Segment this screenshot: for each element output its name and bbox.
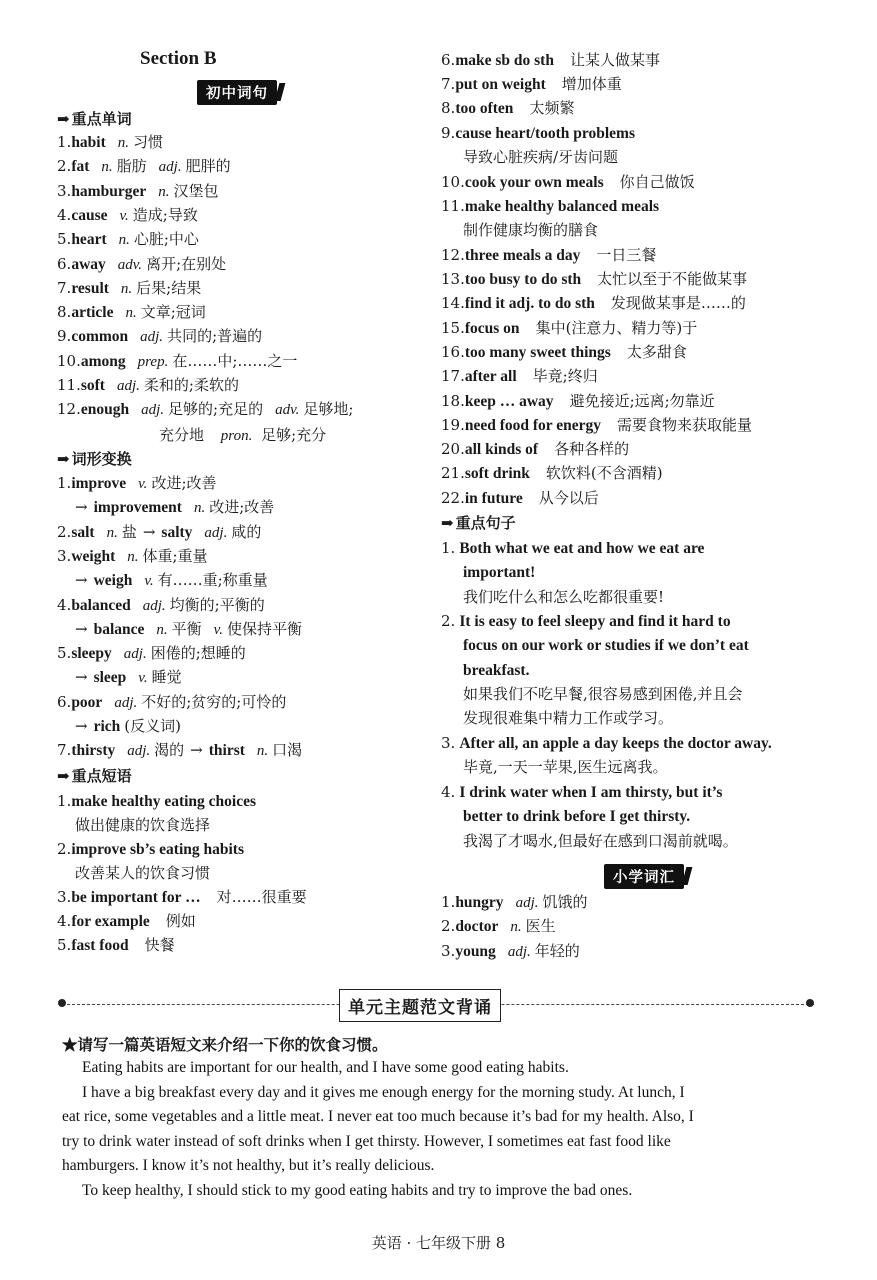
page-footer: 英语 · 七年级下册 8 [371, 1234, 506, 1252]
sentence-line [463, 562, 535, 583]
word-form-item [75, 716, 181, 737]
arrow-icon: → [75, 619, 88, 638]
key-word-item [57, 351, 297, 372]
phrase-meaning [463, 147, 618, 167]
chinese-meaning: 足够地; [303, 400, 354, 419]
word-form-item [75, 667, 182, 688]
phrase-item [441, 172, 695, 193]
english-phrase: soft drink [464, 465, 530, 482]
sentence-line [463, 806, 690, 827]
essay-prompt: ★请写一篇英语短文来介绍一下你的饮食习惯。 [62, 1035, 388, 1054]
phrase-item [441, 318, 697, 339]
part-of-speech: v. [144, 573, 154, 590]
word-form-item [57, 546, 208, 567]
item-number: 3. [57, 888, 72, 906]
chinese-meaning: 有……重;称重量 [157, 571, 268, 590]
item-number: 16. [441, 343, 465, 361]
chinese-meaning: 对……很重要 [216, 888, 307, 906]
chinese-meaning: 制作健康均衡的膳食 [463, 221, 599, 239]
chinese-meaning: 文章;冠词 [140, 303, 206, 322]
word-form-item [57, 473, 217, 494]
chinese-meaning: 共同的;普遍的 [167, 327, 263, 346]
part-of-speech: n. [510, 919, 522, 936]
word-form-item [57, 522, 261, 543]
chinese-meaning: 毕竟,一天一苹果,医生远离我。 [463, 758, 668, 777]
part-of-speech: adj. [515, 895, 539, 911]
item-number: 11. [57, 376, 81, 394]
part-of-speech: prep. [137, 353, 169, 370]
sentence-translation [463, 708, 673, 728]
english-word: common [71, 328, 129, 346]
chinese-meaning: 一日三餐 [596, 246, 657, 264]
english-phrase: too busy to do sth [464, 271, 582, 288]
item-number: 3. [441, 734, 456, 752]
primary-word-item [441, 941, 580, 962]
english-word: among [80, 352, 126, 370]
english-phrase: after all [464, 368, 517, 385]
key-word-item [57, 132, 163, 153]
chinese-meaning: 盐 [121, 522, 137, 541]
english-phrase: find it adj. to do sth [464, 295, 595, 312]
phrase-item [441, 415, 752, 436]
english-phrase: make healthy eating choices [71, 793, 257, 810]
part-of-speech: n. [156, 621, 168, 638]
phrase-meaning [463, 220, 598, 240]
item-number: 13. [441, 270, 465, 288]
item-number: 6. [57, 254, 72, 273]
phrase-item [441, 439, 629, 460]
key-word-item [57, 205, 198, 226]
item-number: 4. [57, 205, 72, 224]
part-of-speech: n. [127, 548, 139, 565]
item-number: 5. [57, 644, 72, 663]
item-number: 2. [57, 522, 72, 541]
chinese-meaning: 例如 [165, 912, 196, 930]
arrow-icon: → [75, 571, 88, 590]
essay-line: Eating habits are important for our health, and I have some good eating habits. [82, 1059, 569, 1076]
chinese-meaning: 渴的 [154, 741, 185, 760]
english-sentence: better to drink before I get thirsty. [463, 808, 691, 826]
key-word-item [57, 156, 231, 177]
key-word-item [57, 399, 353, 420]
phrase-item [441, 391, 715, 412]
divider-dot-left [58, 999, 66, 1007]
sentence-translation [463, 831, 738, 851]
item-number: 22. [441, 489, 465, 507]
chinese-meaning: 足够的;充足的 [168, 400, 264, 419]
word-form-item [57, 643, 246, 664]
part-of-speech: adj. [158, 159, 182, 176]
english-phrase: too many sweet things [464, 344, 611, 361]
english-phrase: fast food [71, 937, 129, 954]
phrase-item [441, 269, 747, 290]
item-number: 12. [57, 400, 81, 419]
arrow-icon: → [142, 522, 156, 541]
chinese-meaning: 软饮料(不含酒精) [545, 464, 663, 482]
english-word: salt [71, 523, 95, 541]
item-number: 19. [441, 416, 465, 434]
arrow-icon: ➡ [441, 514, 454, 532]
chinese-meaning: 睡觉 [151, 668, 182, 687]
part-of-speech: v. [138, 476, 148, 492]
word-form-item [57, 692, 286, 713]
chinese-meaning: 柔和的;柔软的 [143, 376, 239, 394]
english-word: sleep [93, 669, 127, 687]
enough-continued: 充分地 pron. 足够;充分 [159, 426, 327, 444]
english-word: improve [71, 475, 127, 492]
item-number: 7. [57, 278, 72, 297]
phrase-item [441, 196, 659, 217]
item-number: 3. [57, 181, 72, 200]
english-word: hamburger [71, 182, 147, 200]
part-of-speech: v. [138, 670, 148, 687]
part-of-speech: adj. [140, 329, 164, 346]
item-number: 6. [441, 51, 456, 69]
chinese-meaning: 体重;重量 [142, 546, 208, 565]
key-word-item [57, 181, 219, 202]
section-title: Section B [140, 48, 217, 69]
chinese-meaning: 困倦的;想睡的 [150, 644, 246, 663]
english-word: poor [71, 693, 103, 711]
english-word: balance [93, 620, 145, 638]
word-form-item [75, 619, 302, 640]
english-phrase: all kinds of [464, 441, 539, 458]
item-number: 21. [441, 464, 465, 482]
item-number: 5. [57, 230, 72, 249]
primary-word-item [441, 916, 556, 937]
arrow-icon: → [75, 498, 88, 517]
chinese-meaning: 做出健康的饮食选择 [75, 816, 211, 834]
part-of-speech: adv. [275, 402, 300, 419]
english-phrase: make healthy balanced meals [464, 198, 660, 215]
chinese-meaning: 让某人做某事 [569, 51, 660, 69]
key-word-item [57, 229, 199, 250]
chinese-meaning: 改进;改善 [209, 498, 275, 517]
item-number: 12. [441, 246, 465, 264]
english-phrase: for example [71, 913, 150, 930]
part-of-speech: v. [213, 621, 223, 638]
chinese-meaning: 毕竟;终归 [532, 367, 598, 385]
part-of-speech: n. [256, 743, 269, 760]
english-sentence: breakfast. [463, 661, 530, 679]
phrase-item [57, 935, 175, 956]
english-sentence: After all, an apple a day keeps the doctor away. [459, 735, 772, 752]
english-word: cause [71, 206, 108, 224]
word-form-item [75, 570, 268, 591]
phrase-item [441, 245, 656, 266]
essay-line: try to drink water instead of soft drinks when I get thirsty. However, I sometimes eat fast food like [62, 1132, 671, 1150]
part-of-speech: n. [106, 524, 118, 541]
essay-line: To keep healthy, I should stick to my good eating habits and try to improve the bad ones. [82, 1181, 633, 1199]
english-phrase: improve sb’s eating habits [71, 841, 244, 858]
item-number: 11. [441, 197, 465, 215]
english-word: young [455, 942, 496, 960]
chinese-meaning: 脂肪 [116, 157, 147, 176]
chinese-meaning: 避免接近;远离;勿靠近 [569, 392, 715, 410]
essay-line: hamburgers. I know it’s not healthy, but it’s really delicious. [62, 1157, 435, 1174]
chinese-meaning: 改善某人的饮食习惯 [75, 864, 211, 882]
item-number: 1. [441, 539, 456, 557]
arrow-icon: ➡ [57, 767, 70, 785]
part-of-speech: n. [158, 183, 170, 200]
item-number: 2. [57, 157, 72, 176]
chinese-meaning: 年轻的 [534, 941, 580, 960]
chinese-meaning: 汉堡包 [173, 181, 219, 200]
banner-junior-phrases: 初中词句 [197, 80, 277, 105]
sentence-line [463, 660, 529, 681]
phrase-item [441, 50, 660, 71]
chinese-meaning: 平衡 [171, 619, 202, 638]
item-number: 9. [441, 124, 456, 142]
arrow-icon: ➡ [57, 110, 70, 128]
part-of-speech: adj. [127, 743, 151, 760]
sentence-line [441, 782, 722, 803]
item-number: 7. [57, 741, 72, 760]
key-words-heading: ➡ 重点单词 [57, 110, 132, 128]
english-phrase: put on weight [455, 76, 546, 93]
english-phrase: in future [464, 490, 523, 507]
chinese-meaning: (反义词) [124, 717, 181, 735]
english-phrase: make sb do sth [455, 52, 554, 69]
item-number: 3. [57, 546, 72, 565]
phrase-item [441, 293, 746, 314]
word-forms-heading: ➡ 词形变换 [57, 450, 132, 468]
phrase-item [441, 123, 635, 144]
chinese-meaning: 太忙以至于不能做某事 [597, 270, 748, 288]
english-sentence: focus on our work or studies if we don’t eat [463, 637, 749, 655]
key-word-item [57, 302, 206, 323]
english-phrase: three meals a day [464, 247, 581, 264]
chinese-meaning: 医生 [525, 917, 556, 936]
item-number: 15. [441, 319, 465, 337]
key-word-item [57, 375, 239, 396]
primary-word-item [441, 892, 588, 913]
chinese-meaning: 改进;改善 [151, 474, 217, 492]
chinese-meaning: 发现做某事是……的 [610, 294, 746, 312]
english-word: soft [80, 377, 105, 394]
essay-body [62, 1056, 810, 1203]
chinese-meaning: 不好的;贫穷的;可怜的 [141, 692, 287, 711]
banner-primary-words: 小学词汇 [604, 864, 684, 889]
phrase-item [441, 74, 622, 95]
phrase-meaning [75, 815, 210, 835]
item-number: 3. [441, 941, 456, 960]
chinese-meaning: 肥胖的 [185, 157, 231, 176]
english-word: away [71, 255, 106, 273]
item-number: 20. [441, 440, 465, 458]
phrase-item [441, 463, 663, 484]
english-word: balanced [71, 596, 131, 614]
chinese-meaning: 在……中;……之一 [172, 351, 298, 370]
item-number: 10. [57, 351, 81, 370]
item-number: 2. [441, 917, 456, 936]
sentences-heading: ➡ 重点句子 [441, 514, 516, 532]
arrow-icon: → [75, 668, 88, 687]
chinese-meaning: 发现很难集中精力工作或学习。 [463, 709, 674, 728]
english-word: thirsty [71, 742, 116, 760]
chinese-meaning: 需要食物来获取能量 [617, 416, 753, 434]
sentence-translation [463, 587, 664, 607]
part-of-speech: adj. [116, 378, 140, 394]
phrase-item [57, 911, 196, 932]
arrow-icon: → [190, 741, 203, 760]
part-of-speech: n. [125, 305, 137, 322]
phrase-item [441, 98, 574, 119]
sentence-line [441, 611, 731, 632]
chinese-meaning: 口渴 [272, 741, 303, 760]
english-word: sleepy [71, 645, 112, 663]
chinese-meaning: 你自己做饭 [619, 173, 695, 191]
english-sentence: It is easy to feel sleepy and find it hard to [459, 613, 731, 630]
essay-line: eat rice, some vegetables and a little meat. I never eat too much because it’s bad for my health. Also, I [62, 1108, 694, 1125]
item-number: 8. [57, 303, 72, 322]
item-number: 8. [441, 99, 456, 117]
item-number: 10. [441, 173, 465, 191]
arrow-icon: → [75, 717, 88, 735]
part-of-speech: n. [101, 159, 113, 176]
phrase-item [441, 342, 687, 363]
item-number: 4. [441, 783, 456, 801]
item-number: 1. [57, 133, 72, 151]
part-of-speech: n. [193, 500, 206, 517]
item-number: 6. [57, 692, 72, 711]
english-word: article [71, 304, 114, 322]
chinese-meaning: 造成;导致 [132, 205, 198, 224]
chinese-meaning: 我们吃什么和怎么吃都很重要! [463, 587, 665, 606]
english-phrase: be important for … [71, 889, 201, 906]
item-number: 14. [441, 294, 465, 312]
item-number: 4. [57, 595, 72, 614]
key-word-item [57, 254, 226, 275]
chinese-meaning: 导致心脏疾病/牙齿问题 [463, 148, 619, 166]
english-word: rich [93, 718, 121, 735]
part-of-speech: adj. [142, 597, 166, 614]
english-phrase: cause heart/tooth problems [455, 125, 635, 142]
chinese-meaning: 我渴了才喝水,但最好在感到口渴前就喝。 [463, 831, 738, 850]
part-of-speech: adj. [507, 943, 531, 960]
item-number: 9. [57, 327, 72, 346]
chinese-meaning: 后果;结果 [136, 278, 202, 297]
phrase-item [441, 366, 598, 387]
chinese-meaning: 从今以后 [538, 489, 599, 507]
english-word: enough [80, 401, 130, 419]
phrase-meaning [75, 863, 210, 883]
chinese-meaning: 使保持平衡 [226, 619, 302, 638]
phrase-item [441, 488, 599, 509]
english-phrase: cook your own meals [464, 174, 604, 191]
sentence-line [441, 538, 704, 559]
phrase-item [57, 791, 256, 812]
sentence-translation [463, 684, 743, 704]
chinese-meaning: 各种各样的 [554, 440, 630, 458]
part-of-speech: adj. [141, 402, 165, 419]
english-word: salty [161, 523, 193, 541]
part-of-speech: n. [120, 280, 133, 297]
word-form-item [57, 740, 302, 761]
english-phrase: keep … away [464, 393, 554, 410]
chinese-meaning: 习惯 [133, 133, 164, 151]
chinese-meaning: 心脏;中心 [133, 230, 199, 249]
key-word-item [57, 326, 262, 347]
english-word: habit [71, 134, 106, 151]
arrow-icon: ➡ [57, 450, 70, 468]
english-phrase: focus on [464, 320, 520, 337]
phrases-heading: ➡ 重点短语 [57, 767, 132, 785]
english-word: heart [71, 231, 107, 249]
item-number: 2. [57, 840, 72, 858]
english-word: weight [71, 547, 116, 565]
chinese-meaning: 如果我们不吃早餐,很容易感到困倦,并且会 [463, 684, 743, 703]
key-word-item [57, 278, 201, 299]
item-number: 2. [441, 612, 456, 630]
item-number: 18. [441, 392, 465, 410]
chinese-meaning: 咸的 [231, 522, 262, 541]
chinese-meaning: 均衡的;平衡的 [169, 595, 265, 614]
essay-box-title: 单元主题范文背诵 [339, 989, 501, 1022]
part-of-speech: n. [118, 232, 130, 249]
english-sentence: Both what we eat and how we eat are [459, 540, 705, 557]
item-number: 4. [57, 912, 72, 930]
chinese-meaning: 离开;在别处 [146, 254, 227, 273]
part-of-speech: n. [117, 135, 130, 151]
english-phrase: need food for energy [464, 417, 602, 434]
chinese-meaning: 太多甜食 [626, 343, 687, 361]
english-sentence: I drink water when I am thirsty, but it’s [459, 784, 723, 801]
english-word: thirst [208, 742, 245, 760]
english-word: hungry [455, 894, 504, 911]
english-word: weigh [93, 572, 133, 590]
chinese-meaning: 集中(注意力、精力等)于 [535, 319, 698, 337]
sentence-translation [463, 757, 668, 777]
item-number: 5. [57, 936, 72, 954]
item-number: 1. [57, 792, 72, 810]
sentence-line [441, 733, 772, 754]
english-word: improvement [93, 499, 182, 517]
part-of-speech: adv. [117, 256, 143, 273]
essay-line: I have a big breakfast every day and it gives me enough energy for the morning study. At lunch, I [82, 1083, 685, 1101]
divider-dot-right [806, 999, 814, 1007]
chinese-meaning: 快餐 [144, 936, 175, 954]
chinese-meaning: 增加体重 [561, 75, 622, 93]
chinese-meaning: 饥饿的 [542, 893, 588, 911]
word-form-item [75, 497, 274, 518]
part-of-speech: adj. [123, 646, 147, 663]
english-sentence: important! [463, 564, 536, 582]
word-form-item [57, 595, 265, 616]
item-number: 17. [441, 367, 465, 385]
part-of-speech: adj. [114, 694, 138, 711]
english-word: doctor [455, 918, 499, 936]
part-of-speech: v. [119, 207, 129, 224]
english-word: fat [71, 158, 90, 176]
phrase-item [57, 887, 307, 908]
phrase-item [57, 839, 244, 860]
item-number: 7. [441, 75, 456, 93]
english-word: result [71, 279, 109, 297]
item-number: 1. [57, 474, 72, 492]
item-number: 1. [441, 893, 456, 911]
chinese-meaning: 太频繁 [529, 99, 575, 117]
part-of-speech: adj. [204, 524, 228, 541]
sentence-line [463, 635, 749, 656]
english-phrase: too often [455, 100, 514, 117]
